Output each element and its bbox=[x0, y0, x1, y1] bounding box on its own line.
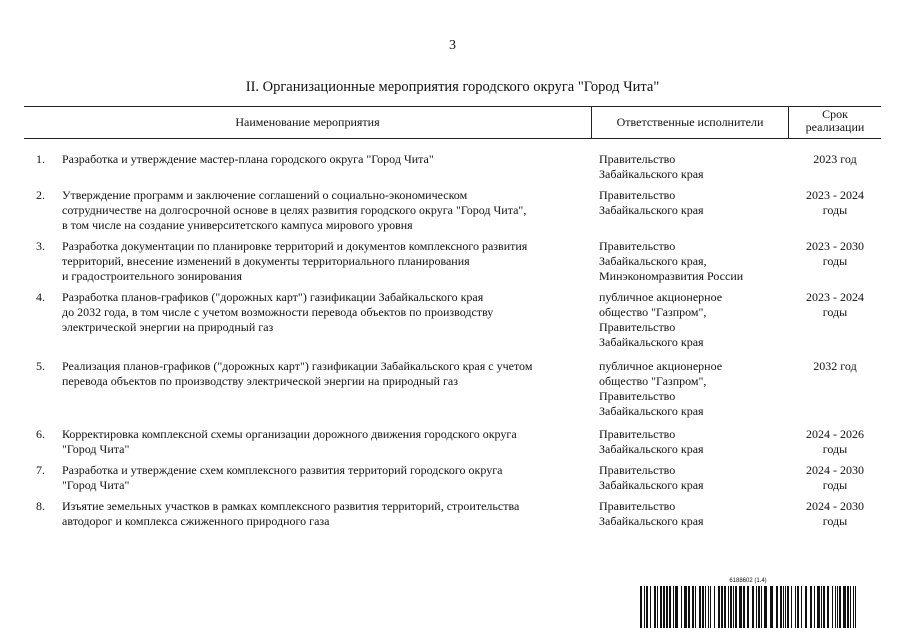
row-name-line: "Город Чита" bbox=[62, 442, 130, 456]
row-responsible-line: общество "Газпром", bbox=[599, 305, 707, 319]
barcode-bar bbox=[780, 586, 782, 628]
barcode-bar bbox=[714, 586, 715, 628]
barcode-bar bbox=[673, 586, 674, 628]
barcode-bar bbox=[699, 586, 701, 628]
barcode-bar bbox=[705, 586, 706, 628]
barcode-bar bbox=[747, 586, 749, 628]
row-responsible-line: Забайкальского края bbox=[599, 478, 704, 492]
row-term-line: 2023 - 2030 bbox=[806, 239, 864, 253]
barcode-bar bbox=[718, 586, 720, 628]
row-responsible-cell bbox=[599, 239, 784, 284]
row-responsible-cell bbox=[599, 427, 784, 457]
row-responsible-line: Забайкальского края bbox=[599, 442, 704, 456]
row-term-line: 2024 - 2026 bbox=[806, 427, 864, 441]
row-name-line: Реализация планов-графиков ("дорожных карт") газификации Забайкальского края с учетом bbox=[62, 359, 533, 373]
barcode-bar bbox=[730, 586, 732, 628]
row-responsible-cell bbox=[599, 152, 784, 182]
barcode-bar bbox=[855, 586, 856, 628]
row-term-cell bbox=[789, 188, 881, 218]
row-name-line: Утверждение программ и заключение соглашений о социально-экономическом bbox=[62, 188, 468, 202]
barcode-bar bbox=[752, 586, 754, 628]
row-term-line: 2023 - 2024 bbox=[806, 290, 864, 304]
row-name-line: Разработка планов-графиков ("дорожных карт") газификации Забайкальского края bbox=[62, 290, 484, 304]
barcode-bar bbox=[853, 586, 854, 628]
row-responsible-line: Забайкальского края, bbox=[599, 254, 707, 268]
row-number: 5. bbox=[36, 359, 45, 373]
row-name-line: сотрудничестве на долгосрочной основе в целях развития городского округа "Город Чита", bbox=[62, 203, 527, 217]
column-header-responsible: Ответственные исполнители bbox=[616, 115, 764, 129]
row-name-cell bbox=[62, 239, 582, 284]
barcode-bar bbox=[666, 586, 668, 628]
barcode-bar bbox=[660, 586, 662, 628]
row-name-line: электрической энергии на природный газ bbox=[62, 320, 274, 334]
row-term-line: 2024 - 2030 bbox=[806, 499, 864, 513]
row-term-line: 2024 - 2030 bbox=[806, 463, 864, 477]
row-responsible-line: Правительство bbox=[599, 427, 676, 441]
barcode-bar bbox=[832, 586, 833, 628]
row-responsible-line: Забайкальского края bbox=[599, 404, 704, 418]
barcode-bar bbox=[743, 586, 745, 628]
barcode-bar bbox=[764, 586, 767, 628]
row-term-line: годы bbox=[822, 442, 848, 456]
barcode-bar bbox=[795, 586, 796, 628]
row-term-line: годы bbox=[822, 305, 848, 319]
barcode-bar bbox=[835, 586, 836, 628]
barcode-bar bbox=[721, 586, 723, 628]
row-number: 7. bbox=[36, 463, 45, 477]
row-name-line: Изъятие земельных участков в рамках комплексного развития территорий, строительства bbox=[62, 499, 520, 513]
barcode-bar bbox=[785, 586, 786, 628]
row-term-line: годы bbox=[822, 514, 848, 528]
barcode-bar bbox=[810, 586, 812, 628]
row-term-cell bbox=[789, 239, 881, 269]
row-responsible-line: Забайкальского края bbox=[599, 335, 704, 349]
row-responsible-line: Правительство bbox=[599, 463, 676, 477]
barcode-bar bbox=[843, 586, 846, 628]
section-title: II. Организационные мероприятия городского округа "Город Чита" bbox=[245, 79, 660, 95]
barcode-bar bbox=[733, 586, 734, 628]
barcode-bar bbox=[837, 586, 838, 628]
barcode-bar bbox=[817, 586, 820, 628]
barcode-bar bbox=[657, 586, 658, 628]
row-name-cell bbox=[62, 290, 582, 335]
barcode-bar bbox=[640, 586, 642, 628]
barcode-bar bbox=[787, 586, 789, 628]
row-responsible-line: Забайкальского края bbox=[599, 167, 704, 181]
barcode-bar bbox=[805, 586, 807, 628]
barcode-bar bbox=[821, 586, 822, 628]
barcode-bar bbox=[823, 586, 825, 628]
row-responsible-cell bbox=[599, 290, 784, 350]
barcode-bar bbox=[739, 586, 742, 628]
row-name-line: территорий, внесение изменений в документы территориального планирования bbox=[62, 254, 470, 268]
row-responsible-line: общество "Газпром", bbox=[599, 374, 707, 388]
barcode-bar bbox=[695, 586, 696, 628]
row-name-line: и градостроительного зонирования bbox=[62, 269, 242, 283]
row-name-line: в том числе на создание университетского кампуса мирового уровня bbox=[62, 218, 413, 232]
row-term-line: годы bbox=[822, 478, 848, 492]
row-number: 6. bbox=[36, 427, 45, 441]
row-term-line: 2023 - 2024 bbox=[806, 188, 864, 202]
row-number: 1. bbox=[36, 152, 45, 166]
row-responsible-line: публичное акционерное bbox=[599, 290, 723, 304]
barcode-bar bbox=[650, 586, 651, 628]
row-term-cell bbox=[789, 152, 881, 167]
row-responsible-line: Минэкономразвития России bbox=[599, 269, 744, 283]
row-name-line: "Город Чита" bbox=[62, 478, 130, 492]
barcode-bar bbox=[724, 586, 726, 628]
barcode-bar bbox=[735, 586, 737, 628]
row-name-cell bbox=[62, 188, 582, 233]
row-name-line: перевода объектов по производству электрической энергии на природный газ bbox=[62, 374, 458, 388]
barcode-bar bbox=[681, 586, 682, 628]
barcode-bar bbox=[839, 586, 841, 628]
row-responsible-line: Забайкальского края bbox=[599, 514, 704, 528]
barcode-bar bbox=[776, 586, 778, 628]
column-header-name: Наименование мероприятия bbox=[235, 115, 380, 129]
barcode-bar bbox=[669, 586, 671, 628]
row-name-cell bbox=[62, 463, 582, 493]
barcode-bar bbox=[663, 586, 665, 628]
barcode-bar bbox=[684, 586, 687, 628]
row-responsible-line: Правительство bbox=[599, 389, 676, 403]
row-term-cell bbox=[789, 463, 881, 493]
barcode-bar bbox=[675, 586, 678, 628]
row-number: 2. bbox=[36, 188, 45, 202]
barcode-bar bbox=[847, 586, 849, 628]
row-term-cell bbox=[789, 427, 881, 457]
row-responsible-cell bbox=[599, 359, 784, 419]
barcode-bar bbox=[783, 586, 784, 628]
barcode-caption: 6188602 (1.4) bbox=[729, 578, 767, 584]
barcode-bar bbox=[702, 586, 704, 628]
barcode-bar bbox=[761, 586, 762, 628]
barcode-bar bbox=[646, 586, 648, 628]
barcode-bar bbox=[728, 586, 729, 628]
row-responsible-line: Правительство bbox=[599, 152, 676, 166]
barcode-bar bbox=[801, 586, 802, 628]
barcode-bar bbox=[692, 586, 694, 628]
row-responsible-cell bbox=[599, 499, 784, 529]
barcode-bar bbox=[827, 586, 829, 628]
row-name-line: Корректировка комплексной схемы организации дорожного движения городского округа bbox=[62, 427, 517, 441]
column-header-term-line: реализации bbox=[805, 120, 865, 134]
table-header-top-rule bbox=[24, 106, 881, 107]
row-name-cell bbox=[62, 427, 582, 457]
row-term-line: годы bbox=[822, 254, 848, 268]
row-number: 8. bbox=[36, 499, 45, 513]
row-responsible-line: Правительство bbox=[599, 499, 676, 513]
row-name-cell bbox=[62, 499, 582, 529]
table-header-bottom-rule bbox=[24, 138, 881, 139]
row-responsible-line: публичное акционерное bbox=[599, 359, 723, 373]
barcode-bar bbox=[797, 586, 799, 628]
column-header-term-line: Срок bbox=[822, 107, 848, 121]
barcode-bar bbox=[814, 586, 815, 628]
row-responsible-line: Правительство bbox=[599, 239, 676, 253]
row-responsible-cell bbox=[599, 188, 784, 218]
row-term-cell bbox=[789, 499, 881, 529]
row-name-cell bbox=[62, 152, 582, 167]
row-name-line: Разработка документации по планировке территорий и документов комплексного развития bbox=[62, 239, 528, 253]
row-name-line: автодорог и комплекса сжиженного природного газа bbox=[62, 514, 330, 528]
column-header-term bbox=[789, 108, 881, 134]
barcode bbox=[640, 578, 856, 630]
row-term-line: 2023 год bbox=[813, 152, 857, 166]
row-number: 3. bbox=[36, 239, 45, 253]
row-term-line: 2032 год bbox=[813, 359, 857, 373]
row-responsible-line: Правительство bbox=[599, 188, 676, 202]
barcode-bar bbox=[758, 586, 760, 628]
barcode-bar bbox=[644, 586, 645, 628]
barcode-bar bbox=[654, 586, 656, 628]
row-name-line: Разработка и утверждение схем комплексного развития территорий городского округа bbox=[62, 463, 503, 477]
row-responsible-cell bbox=[599, 463, 784, 493]
row-term-cell bbox=[789, 290, 881, 320]
barcode-bars bbox=[640, 586, 856, 628]
row-number: 4. bbox=[36, 290, 45, 304]
page-number: 3 bbox=[449, 38, 456, 53]
barcode-bar bbox=[791, 586, 792, 628]
barcode-bar bbox=[708, 586, 709, 628]
barcode-bar bbox=[710, 586, 711, 628]
row-responsible-line: Правительство bbox=[599, 320, 676, 334]
row-term-line: годы bbox=[822, 203, 848, 217]
barcode-bar bbox=[770, 586, 773, 628]
row-responsible-line: Забайкальского края bbox=[599, 203, 704, 217]
row-name-cell bbox=[62, 359, 582, 389]
row-term-cell bbox=[789, 359, 881, 374]
barcode-bar bbox=[688, 586, 690, 628]
barcode-bar bbox=[850, 586, 851, 628]
barcode-bar bbox=[756, 586, 757, 628]
row-name-line: до 2032 года, в том числе с учетом возможности перевода объектов по производству bbox=[62, 305, 494, 319]
row-name-line: Разработка и утверждение мастер-плана городского округа "Город Чита" bbox=[62, 152, 434, 166]
